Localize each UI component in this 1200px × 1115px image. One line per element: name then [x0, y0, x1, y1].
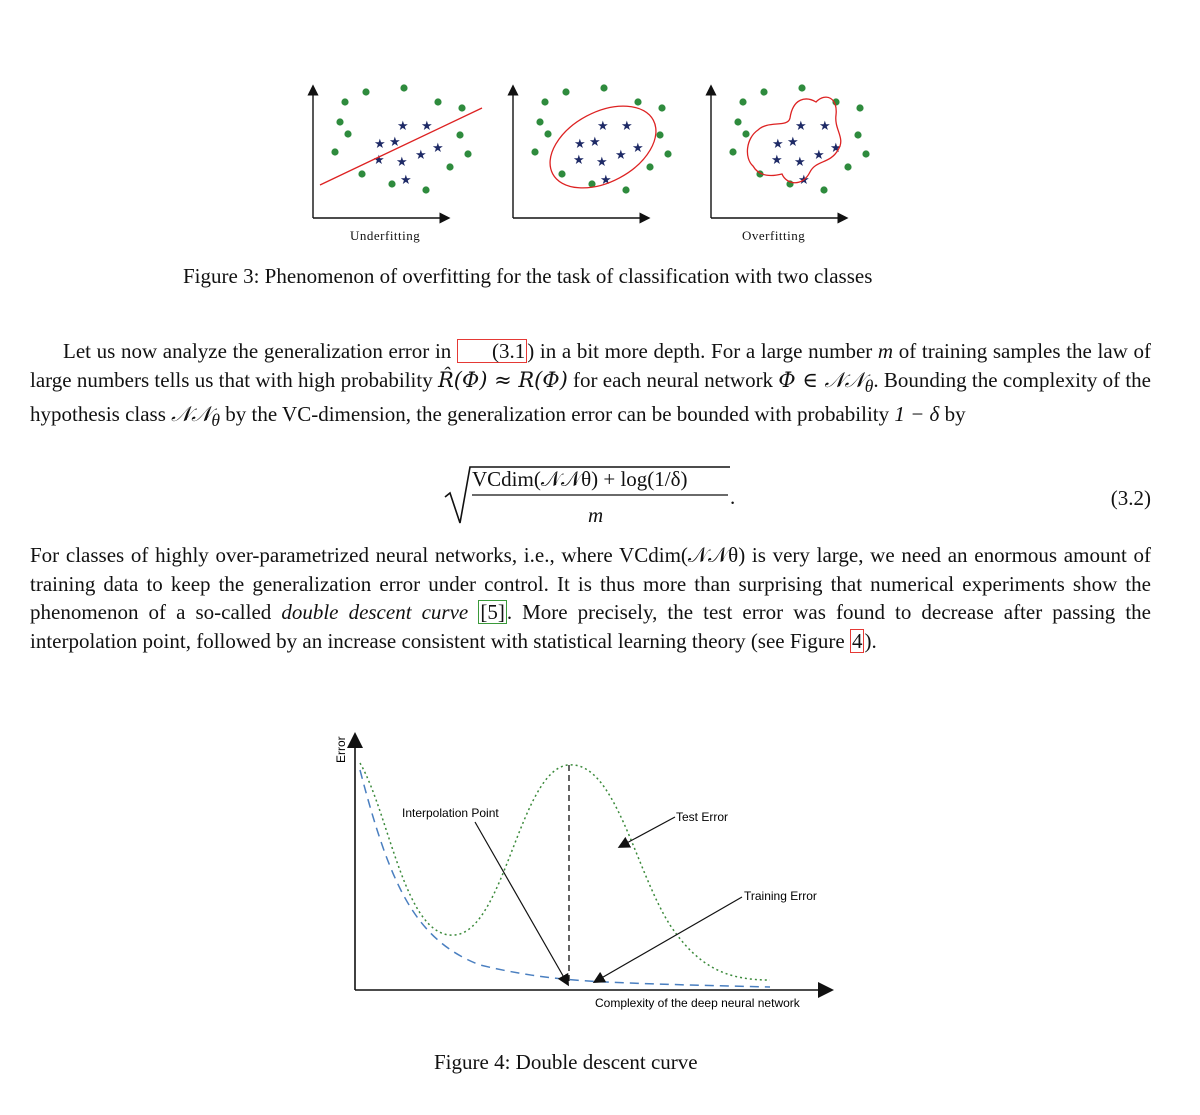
good-fit-panel	[513, 84, 672, 218]
equation-denominator: m	[588, 503, 604, 527]
test-error-curve	[360, 763, 770, 980]
figure-4-caption: Figure 4: Double descent curve	[434, 1050, 698, 1074]
x-axis-label: Complexity of the deep neural network	[595, 996, 800, 1010]
emphasis-double-descent: double descent curve	[281, 600, 469, 625]
equation-period: .	[730, 485, 736, 509]
training-error-curve	[360, 770, 770, 987]
text-run: . Bounding the complexity of the hypothesis class	[30, 367, 1151, 427]
figure-3-caption: Figure 3: Phenomenon of overfitting for the task of classification with two classes	[183, 264, 873, 288]
underfitting-panel	[313, 84, 482, 218]
training-error-arrow	[598, 897, 742, 980]
equation-reference-link[interactable]: (3.1	[457, 339, 527, 363]
paragraph-generalization	[30, 337, 1151, 435]
interpolation-arrow	[475, 822, 566, 981]
text-run: ) in a bit more depth. For a large number	[527, 339, 878, 363]
elliptic-boundary	[536, 89, 670, 204]
equation-3-2	[440, 455, 760, 530]
math-phi-in-class: Φ ∈ 𝒩𝒩	[778, 367, 865, 392]
citation-number: 5	[487, 600, 498, 625]
test-error-arrow	[623, 817, 675, 845]
math-theta: θ	[211, 410, 221, 431]
test-error-label: Test Error	[676, 810, 729, 824]
math-probability: 1 − δ	[894, 402, 940, 427]
underfitting-label: Underfitting	[350, 228, 421, 243]
text-run: by	[939, 402, 966, 427]
math-hypothesis-class: 𝒩𝒩	[171, 402, 212, 427]
equation-numerator: VCdim(𝒩𝒩θ) + log(1/δ)	[472, 467, 688, 491]
equation-number: (3.2)	[1110, 486, 1151, 510]
figure-reference-link[interactable]: 4	[851, 628, 863, 653]
text-run: of training samples the law of large numbers tells us that with high probability	[30, 339, 1151, 392]
figure-3-illustration	[300, 80, 900, 250]
training-error-label: Training Error	[744, 889, 817, 903]
text-run: Let us now analyze the generalization error in	[63, 339, 457, 363]
overfitting-panel	[711, 84, 870, 218]
paragraph-double-descent	[30, 541, 1151, 655]
text-run: for each neural network	[567, 367, 779, 392]
text-run: . More precisely, the test error was found to decrease after passing the interpolation point, followed by an increase consistent with statistical learning theory (see Figure	[30, 600, 1151, 653]
math-risk-approx: R̂(Φ) ≈ R(Φ)	[437, 367, 568, 392]
math-m: m	[877, 339, 894, 363]
math-theta: θ	[864, 375, 874, 396]
text-run: by the VC-dimension, the generalization error can be bounded with probability	[220, 402, 895, 427]
y-axis-label: Error	[334, 736, 348, 763]
double-descent-chart	[330, 725, 840, 1015]
text-run: For classes of highly over-parametrized neural networks, i.e., where VCdim(𝒩𝒩θ) is very large, we need an enormous amount of training data to keep the generalization error under control. It is thus more than surprising that numerical experiments show the phenomenon of a so-called	[30, 543, 1151, 625]
text-run: ).	[864, 628, 877, 653]
citation-link[interactable]: [5]	[480, 600, 505, 625]
overfitting-label: Overfitting	[742, 228, 806, 243]
interpolation-point-label: Interpolation Point	[402, 806, 499, 820]
